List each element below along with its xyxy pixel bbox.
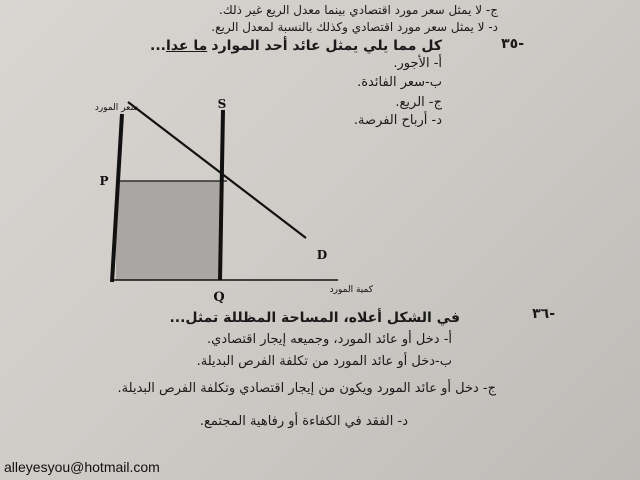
q36-question xyxy=(169,310,460,327)
q36-option-a: أ- دخل أو عائد المورد، وجميعه إيجار اقتصادي. xyxy=(207,332,452,347)
q35-question xyxy=(150,38,442,55)
q36-number xyxy=(532,306,555,323)
q35-option-a: أ- الأجور. xyxy=(393,56,442,71)
price-label: P xyxy=(99,174,109,188)
supply-curve xyxy=(220,110,223,280)
watermark-email: alleyesyou@hotmail.com xyxy=(4,459,160,475)
demand-label: D xyxy=(316,248,328,262)
y-axis-label: سعر المورد xyxy=(94,103,138,113)
q35-number xyxy=(501,36,524,53)
q36-question-text: في الشكل أعلاه، المساحة المظللة تمثل... xyxy=(169,310,460,326)
quantity-label: Q xyxy=(213,290,225,305)
q36-option-c: ج- دخل أو عائد المورد ويكون من إيجار اقتصادي وتكلفة الفرص البديلة. xyxy=(117,381,496,396)
q35-question-ellipsis: ... xyxy=(150,38,167,54)
q34-option-d: د- لا يمثل سعر مورد اقتصادي وكذلك بالنسبة لمعدل الريع. xyxy=(211,20,498,34)
q34-option-c: ج- لا يمثل سعر مورد اقتصادي بينما معدل الريع غير ذلك. xyxy=(219,3,498,17)
shaded-area xyxy=(116,181,222,280)
q36-number-text: -٣٦ xyxy=(532,306,555,322)
q35-option-d: د- أرباح الفرصة. xyxy=(353,113,442,128)
x-axis-label: كمية المورد xyxy=(329,285,373,295)
q35-option-c: ج- الريع. xyxy=(395,95,442,110)
q36-option-b: ب-دخل أو عائد المورد من تكلفة الفرص البديلة. xyxy=(196,354,452,369)
q35-question-except: ما عدا xyxy=(166,38,208,54)
q35-number-text: -٣٥ xyxy=(501,36,524,52)
economic-rent-graph xyxy=(80,88,373,308)
supply-label: S xyxy=(217,97,227,111)
q36-option-d: د- الفقد في الكفاءة أو رفاهية المجتمع. xyxy=(199,414,408,429)
q35-option-b: ب-سعر الفائدة. xyxy=(357,75,442,90)
q35-question-main: كل مما يلي يمثل عائد أحد الموارد xyxy=(211,38,442,54)
